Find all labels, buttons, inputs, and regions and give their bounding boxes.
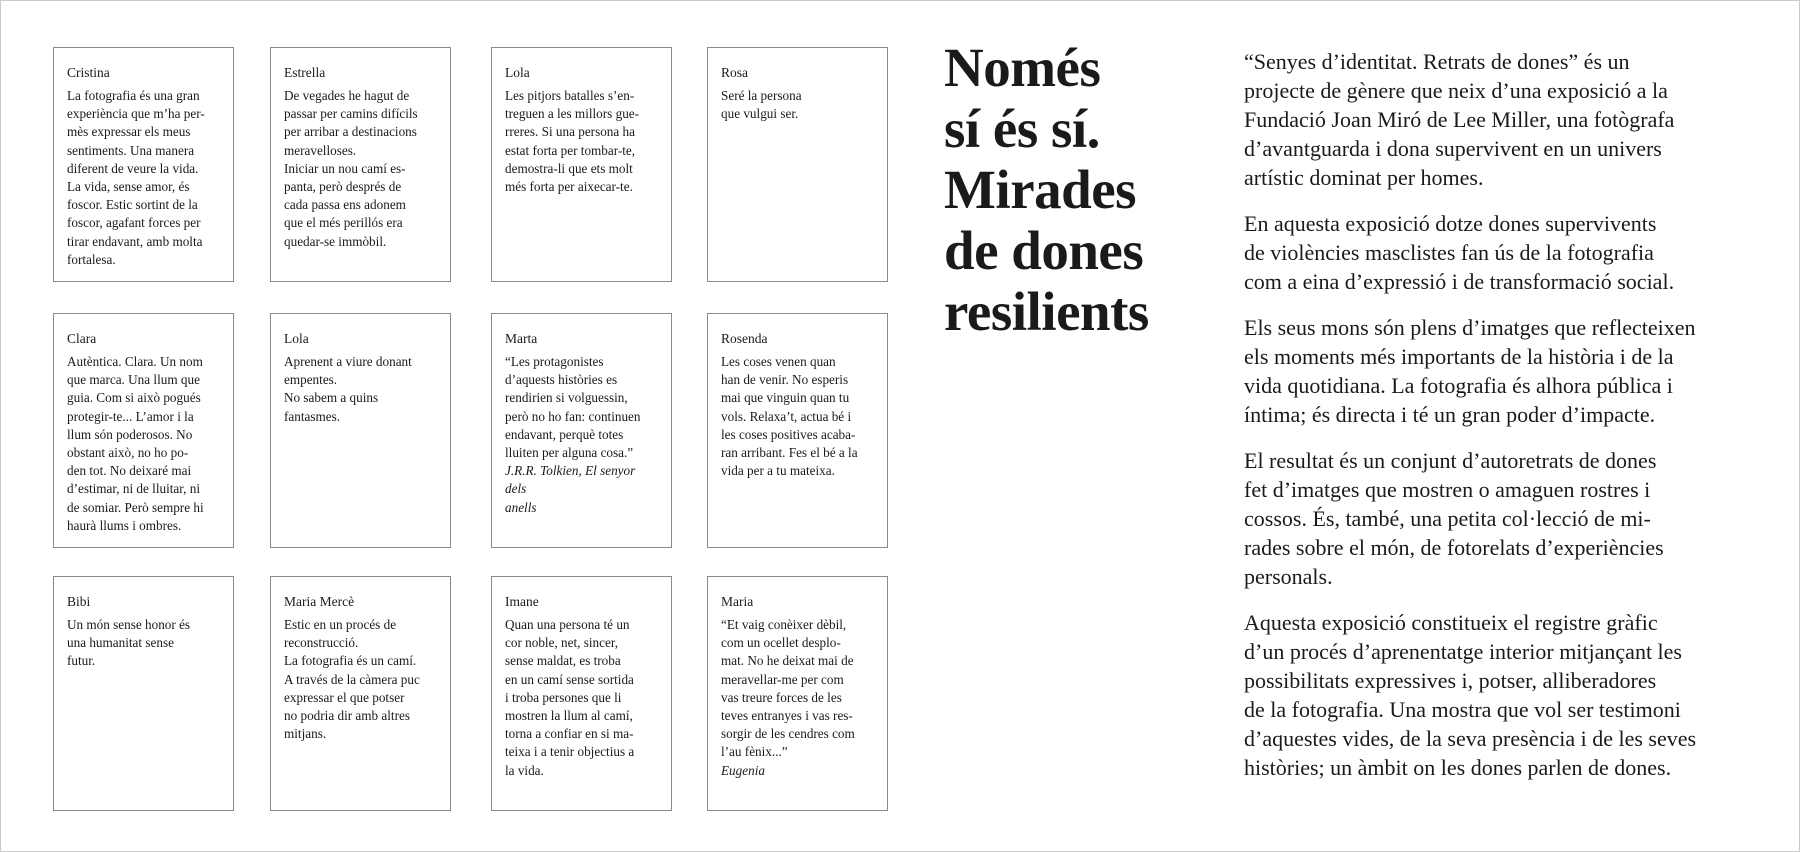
testimony-card-maria-merce (270, 576, 451, 811)
card-text: Seré la persona que vulgui ser. (721, 88, 802, 122)
card-name: Clara (67, 331, 97, 346)
card-name: Imane (505, 594, 539, 609)
card-text: “Les protagonistes d’aquests històries es rendirien si volguessin, però no ho fan: continuen endavant, perquè totes lluiten per alguna cosa.” (505, 354, 641, 461)
card-citation: Eugenia (721, 762, 765, 778)
card-name: Lola (284, 331, 309, 346)
description-paragraph: En aquesta exposició dotze dones supervivents de violències masclistes fan ús de la fotografia com a eina d’expressió i de transformació social. (1244, 211, 1675, 294)
card-name: Lola (505, 65, 530, 80)
testimony-card-lola (491, 47, 672, 282)
exhibition-headline: Només sí és sí. Mirades de dones resilients (944, 37, 1149, 342)
card-name: Marta (505, 331, 538, 346)
testimony-card-rosenda (707, 313, 888, 548)
card-name: Maria (721, 594, 754, 609)
testimony-card-maria (707, 576, 888, 811)
card-name: Bibi (67, 594, 91, 609)
card-text: Aprenent a viure donant empentes. No sabem a quins fantasmes. (284, 354, 412, 424)
card-text: La fotografia és una gran experiència que m’ha per- mès expressar els meus sentiments. Una manera diferent de veure la vida. La vida, sense amor, és foscor. Estic sortint de la foscor, agafant forces per tirar endavant, amb molta fortalesa. (67, 88, 205, 267)
card-text: Estic en un procés de reconstrucció. La fotografia és un camí. A través de la càmera puc expressar el que potser no podria dir amb altres mitjans. (284, 617, 420, 742)
card-text: De vegades he hagut de passar per camins difícils per arribar a destinacions meravelloses. Iniciar un nou camí es- panta, però després de cada passa ens adonem que el més perillós era quedar-se immòbil. (284, 88, 418, 249)
testimony-card-lola-2 (270, 313, 451, 548)
testimony-card-cristina (53, 47, 234, 282)
card-text: Un món sense honor és una humanitat sense futur. (67, 617, 191, 669)
card-name: Rosa (721, 65, 748, 80)
card-text: Les pitjors batalles s’en- treguen a les millors gue- rreres. Si una persona ha estat forta per tombar-te, demostra-li que ets molt més forta per aixecar-te. (505, 88, 640, 195)
description-paragraph: Els seus mons són plens d’imatges que reflecteixen els moments més importants de la història i de la vida quotidiana. La fotografia és alhora pública i íntima; és directa i té un gran poder d’impacte. (1244, 315, 1696, 427)
testimony-card-bibi (53, 576, 234, 811)
card-name: Maria Mercè (284, 594, 355, 609)
testimony-card-imane (491, 576, 672, 811)
card-name: Estrella (284, 65, 326, 80)
testimony-card-clara (53, 313, 234, 548)
testimony-card-marta (491, 313, 672, 548)
card-text: Les coses venen quan han de venir. No esperis mai que vinguin quan tu vols. Relaxa’t, actua bé i les coses positives acaba- ran arribant. Fes el bé a la vida per a tu mateixa. (721, 354, 858, 479)
exhibition-description (1244, 47, 1764, 799)
testimony-card-estrella (270, 47, 451, 282)
card-citation: J.R.R. Tolkien, El senyor dels anells (505, 463, 636, 515)
description-paragraph: El resultat és un conjunt d’autoretrats de dones fet d’imatges que mostren o amaguen rostres i cossos. És, també, una petita col·lecció de mi- rades sobre el món, de fotorelats d’experiències personals. (1244, 448, 1664, 589)
description-paragraph: Aquesta exposició constitueix el registre gràfic d’un procés d’aprenentatge interior mitjançant les possibilitats expressives i, potser, alliberadores de la fotografia. Una mostra que vol ser testimoni d’aquestes vides, de la seva presència i de les seves històries; un àmbit on les dones parlen de dones. (1244, 610, 1697, 780)
card-text: Quan una persona té un cor noble, net, sincer, sense maldat, es troba en un camí sense sortida i troba persones que li mostren la llum al camí, torna a confiar en si ma- teixa i a tenir objectius a la vida. (505, 617, 635, 778)
card-name: Cristina (67, 65, 110, 80)
card-text: “Et vaig conèixer dèbil, com un ocellet desplo- mat. No he deixat mai de meravellar-me per com vas treure forces de les teves entranyes i vas res- sorgir de les cendres com l’au fènix...” (721, 617, 855, 760)
description-paragraph: “Senyes d’identitat. Retrats de dones” és un projecte de gènere que neix d’una exposició a la Fundació Joan Miró de Lee Miller, una fotògrafa d’avantguarda i dona supervivent en un univers artístic dominat per homes. (1244, 49, 1675, 190)
card-name: Rosenda (721, 331, 768, 346)
testimony-card-rosa (707, 47, 888, 282)
card-text: Autèntica. Clara. Un nom que marca. Una llum que guia. Com si això pogués protegir-te... L’amor i la llum són poderosos. No obstant això, no ho po- den tot. No deixaré mai d’estimar, ni de lluitar, ni de somiar. Però sempre hi haurà llums i ombres. (67, 354, 204, 533)
